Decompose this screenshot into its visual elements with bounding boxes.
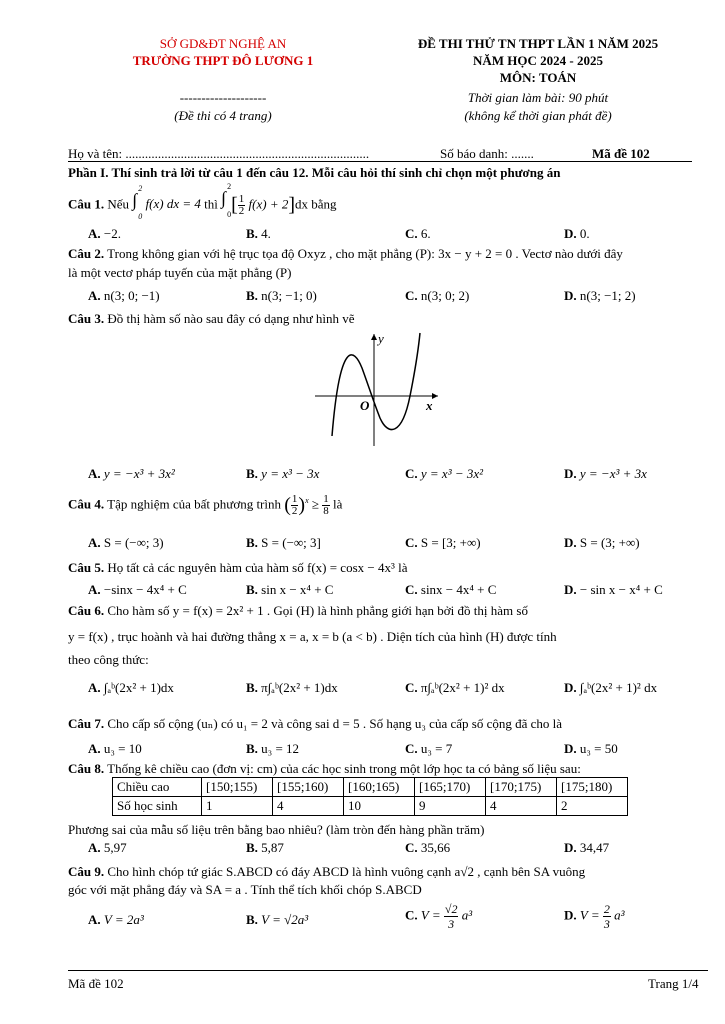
x-axis-label: x [426, 398, 433, 413]
q7-option-a[interactable]: A. u₃ = 10 [88, 741, 142, 756]
exam-title: ĐỀ THI THỬ TN THPT LẦN 1 NĂM 2025 [417, 36, 659, 51]
q8-option-b[interactable]: B. 5,87 [246, 840, 284, 855]
exam-code: Mã đề 102 [592, 146, 650, 161]
question-2-cont: là một vectơ pháp tuyến của mặt phẳng (P) [68, 265, 292, 280]
q6-option-d[interactable]: D. ∫ₐᵇ(2x² + 1)² dx [564, 680, 658, 695]
q4-option-d[interactable]: D. S = (3; +∞) [564, 535, 640, 550]
question-4: Câu 4. Tập nghiệm của bất phương trình ( $\frac{1}{2}$ )$^x$ ≥ $\frac{1}{8}$ là [68, 493, 343, 517]
q7-option-d[interactable]: D. u₃ = 50 [564, 741, 618, 756]
school-name: TRƯỜNG THPT ĐÔ LƯƠNG 1 [132, 53, 314, 68]
row-label: Số học sinh [113, 797, 202, 816]
q6-option-a[interactable]: A. ∫ₐᵇ(2x² + 1)dx [88, 680, 174, 695]
q3-option-b[interactable]: B. y = x³ − 3x [246, 466, 320, 481]
curve [332, 333, 420, 436]
question-9-cont: góc với mặt phẳng đáy và SA = a . Tính thể tích khối chóp S.ABCD [68, 882, 422, 897]
q9-option-c[interactable]: C. V = $\frac{√2}{3}$ a³ [405, 902, 473, 931]
footer-code: Mã đề 102 [68, 976, 124, 991]
page-count-note: (Đề thi có 4 trang) [174, 108, 272, 123]
q1-option-b[interactable]: B. 4. [246, 226, 271, 241]
q4-option-c[interactable]: C. S = [3; +∞) [405, 535, 481, 550]
question-6: Câu 6. Cho hàm số y = f(x) = 2x² + 1 . Gọi (H) là hình phẳng giới hạn bởi đồ thị hàm số [68, 603, 528, 618]
time-limit: Thời gian làm bài: 90 phút [467, 90, 609, 105]
q5-option-c[interactable]: C. sinx − 4x⁴ + C [405, 582, 497, 597]
question-9: Câu 9. Cho hình chóp tứ giác S.ABCD có đáy ABCD là hình vuông cạnh a√2 , cạnh bên SA vuông [68, 864, 586, 879]
q1-option-a[interactable]: A. −2. [88, 226, 121, 241]
q5-option-a[interactable]: A. −sinx − 4x⁴ + C [88, 582, 187, 597]
q4-option-a[interactable]: A. S = (−∞; 3) [88, 535, 164, 550]
q9-option-a[interactable]: A. V = 2a³ [88, 912, 144, 927]
q3-option-d[interactable]: D. y = −x³ + 3x [564, 466, 647, 481]
table-cell: 9 [415, 797, 486, 816]
q9-option-b[interactable]: B. V = √2a³ [246, 912, 309, 927]
divider [68, 161, 692, 162]
table-cell: [150;155) [202, 778, 273, 797]
table-cell: [160;165) [344, 778, 415, 797]
q8-option-a[interactable]: A. 5,97 [88, 840, 127, 855]
q7-option-c[interactable]: C. u₃ = 7 [405, 741, 453, 756]
q5-option-b[interactable]: B. sin x − x⁴ + C [246, 582, 334, 597]
y-axis-label: y [378, 331, 384, 346]
q8-option-d[interactable]: D. 34,47 [564, 840, 610, 855]
q3-option-a[interactable]: A. y = −x³ + 3x² [88, 466, 175, 481]
q2-option-c[interactable]: C. n(3; 0; 2) [405, 288, 470, 303]
question-6-cont2: theo công thức: [68, 652, 149, 667]
q6-option-b[interactable]: B. π∫ₐᵇ(2x² + 1)dx [246, 680, 338, 695]
table-row [113, 797, 628, 816]
q1-option-d[interactable]: D. 0. [564, 226, 590, 241]
q2-option-b[interactable]: B. n(3; −1; 0) [246, 288, 317, 303]
header-divider: -------------------- [179, 90, 267, 105]
q7-option-b[interactable]: B. u₃ = 12 [246, 741, 300, 756]
q8-option-c[interactable]: C. 35,66 [405, 840, 451, 855]
table-row [113, 778, 628, 797]
question-8: Câu 8. Thống kê chiều cao (đơn vị: cm) của các học sinh trong một lớp học ta có bảng số liệu sau: [68, 761, 581, 776]
student-name-field: Họ và tên: ........................................................................... [68, 146, 370, 161]
table-cell: 10 [344, 797, 415, 816]
subject: MÔN: TOÁN [499, 70, 577, 85]
table-cell: 1 [202, 797, 273, 816]
q2-option-a[interactable]: A. n(3; 0; −1) [88, 288, 160, 303]
table-cell: [170;175) [486, 778, 557, 797]
q1-option-c[interactable]: C. 6. [405, 226, 431, 241]
row-label: Chiều cao [113, 778, 202, 797]
question-1: Câu 1. Nếu ∫ 2 0 f(x) dx = 4 thì ∫ 2 0 [ $\frac{1}{2}$ f(x) + 2]dx bằng [68, 182, 337, 222]
part-heading: Phần I. Thí sinh trả lời từ câu 1 đến câu 12. Mỗi câu hỏi thí sinh chỉ chọn một phương án [68, 165, 561, 180]
table-cell: 4 [486, 797, 557, 816]
page-number: Trang 1/4 [648, 976, 699, 991]
q3-option-c[interactable]: C. y = x³ − 3x² [405, 466, 484, 481]
question-6-cont: y = f(x) , trục hoành và hai đường thẳng x = a, x = b (a < b) . Diện tích của hình (H) được tính [68, 629, 557, 644]
origin-label: O [360, 398, 370, 413]
question-5: Câu 5. Họ tất cả các nguyên hàm của hàm số f(x) = cosx − 4x³ là [68, 560, 408, 575]
student-id-field: Số báo danh: ....... [440, 146, 534, 161]
table-cell: [175;180) [557, 778, 628, 797]
school-year: NĂM HỌC 2024 - 2025 [473, 53, 603, 68]
q2-option-d[interactable]: D. n(3; −1; 2) [564, 288, 636, 303]
q9-option-d[interactable]: D. V = $\frac{2}{3}$ a³ [564, 902, 625, 931]
department: SỞ GD&ĐT NGHỆ AN [159, 36, 287, 51]
q5-option-d[interactable]: D. − sin x − x⁴ + C [564, 582, 663, 597]
stats-table [112, 777, 628, 816]
question-8-cont: Phương sai của mẫu số liệu trên bằng bao nhiêu? (làm tròn đến hàng phần trăm) [68, 822, 485, 837]
table-cell: 2 [557, 797, 628, 816]
footer-divider [68, 970, 708, 971]
table-cell: [155;160) [273, 778, 344, 797]
table-cell: 4 [273, 797, 344, 816]
table-cell: [165;170) [415, 778, 486, 797]
question-3: Câu 3. Đồ thị hàm số nào sau đây có dạng như hình vẽ [68, 311, 355, 326]
q4-option-b[interactable]: B. S = (−∞; 3] [246, 535, 321, 550]
question-7: Câu 7. Cho cấp số cộng (uₙ) có u₁ = 2 và công sai d = 5 . Số hạng u₃ của cấp số cộng đã cho là [68, 716, 563, 731]
question-2: Câu 2. Trong không gian với hệ trục tọa độ Oxyz , cho mặt phẳng (P): 3x − y + 2 = 0 . Vectơ nào dưới đây [68, 246, 623, 261]
q6-option-c[interactable]: C. π∫ₐᵇ(2x² + 1)² dx [405, 680, 505, 695]
time-note: (không kể thời gian phát đề) [464, 108, 612, 123]
